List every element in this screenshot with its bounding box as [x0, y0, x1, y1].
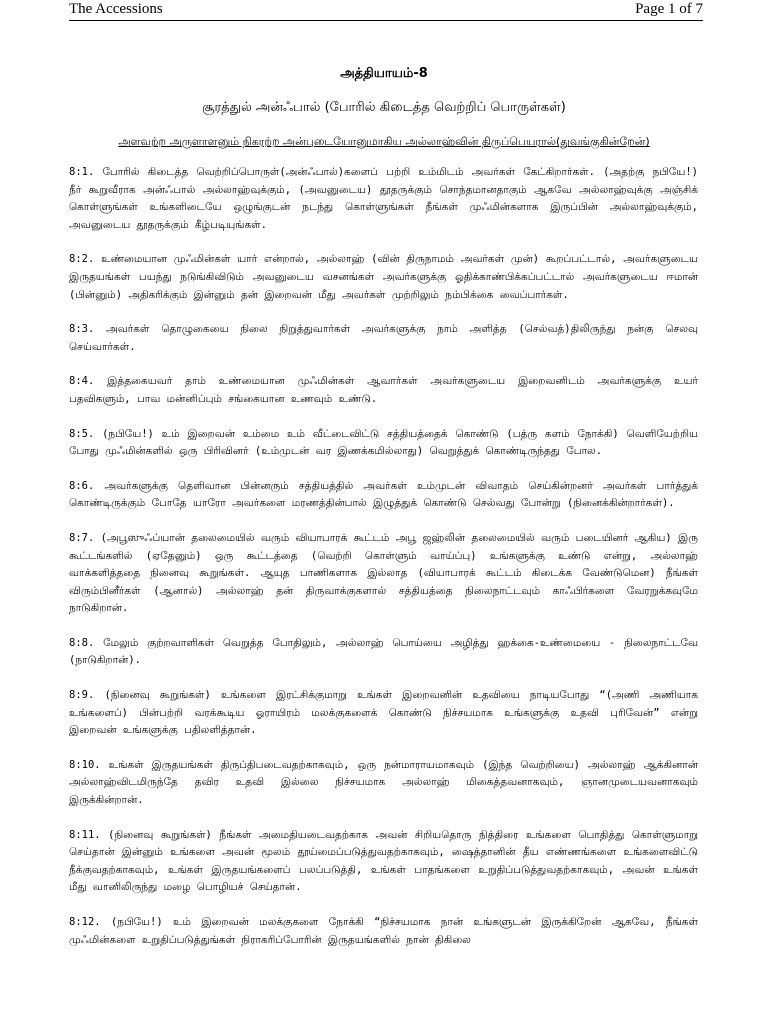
verse: 8:4. இத்தகையவர் தாம் உண்மையான முஃமின்கள் ஆவார்கள் அவர்களுடைய இறைவனிடம் அவர்களுக்கு உயர் பதவிகளும், பாவ மன்னிப்பும் சங்கையான உணவும் உண்டு. [69, 375, 698, 405]
verse-list [69, 164, 698, 966]
header-divider [69, 20, 703, 21]
verse: 8:8. மேலும் குற்றவாளிகள் வெறுத்த போதிலும், அல்லாஹ் பொய்யை அழித்து ஹக்கை-உண்மையை - நிலைநாட்டவே (நாடுகிறான்). [69, 636, 698, 667]
invocation-text: அளவற்ற அருளாளனும் நிகரற்ற அன்புடையோனுமாகிய அல்லாஹ்வின் திருப்பெயரால்(துவங்குகின்றேன்) [118, 135, 650, 148]
verse: 8:10. உங்கள் இருதயங்கள் திருப்திபடைவதற்காகவும், ஒரு நன்மாராயமாகவும் (இந்த வெற்றியை) அல்லாஹ் ஆக்கினான் அல்லாஹ்விடமிருந்தே தவிர உதவி இல்லை நிச்சயமாக அல்லாஹ் மிகைத்தவனாகவும், ஞானமுடையவனாகவும் இருக்கின்றான். [69, 758, 698, 807]
verse: 8:6. அவர்களுக்கு தெளிவான பின்னரும் சத்தியத்தில் அவர்கள் உம்முடன் விவாதம் செய்கின்றனர் அவர்கள் பார்த்துக் கொண்டிருக்கும் போதே யாரோ அவர்களை மரணத்தின்பால் இழுத்துக் கொண்டு செல்வது போன்று (நினைக்கின்றார்கள்). [69, 479, 698, 510]
verse: 8:11. (நினைவு கூறுங்கள்) நீங்கள் அமைதியடைவதற்காக அவன் சிறியதொரு நித்திரை உங்களை பொதித்து கொள்ளுமாறு செய்தான் இன்னும் உங்களை அவன் மூலம் தூய்மைப்படுத்துவதற்காகவும், ஷைத்தானின் தீய எண்ணங்களை உங்களைவிட்டு நீக்குவதற்காகவும், உங்கள் இருதயங்களைப் பலப்படுத்தி, உங்கள் பாதங்களை உறுதிப்படுத்துவதற்காகவும், அவன் உங்கள் மீது வானிலிருந்து மழை பொழியச் செய்தான். [69, 828, 698, 894]
verse: 8:12. (நபியே!) உம் இறைவன் மலக்குகளை நோக்கி “நிச்சயமாக நான் உங்களுடன் இருக்கிறேன் ஆகவே, நீங்கள் முஃமின்களை உறுதிப்படுத்துங்கள் நிராகரிப்போரின் இருதயங்களில் நான் திகிலை [69, 916, 698, 946]
header-title: The Accessions [69, 1, 163, 17]
verse: 8:7. (அபூஸுஃப்யான் தலைமையில் வரும் வியாபாரக் கூட்டம் அபூ ஜஹ்லின் தலைமையில் வரும் படையினர் ஆகிய) இரு கூட்டங்களில் (ஏதேனும்) ஒரு கூட்டத்தை (வெற்றி கொள்ளும் வாய்ப்பு) உங்களுக்கு உண்டு என்று, அல்லாஹ் வாக்களித்ததை நினைவு கூறுங்கள். ஆயுத பாணிகளாக இல்லாத (வியாபாரக் கூட்டம் கிடைக்க வேண்டுமென) நீங்கள் விரும்பினீர்கள் (ஆனால்) அல்லாஹ் தன் திருவாக்குகளால் சத்தியத்தை நிலைநாட்டவும் காஃபிர்களை வேரறுக்கவுமே நாடுகிறான். [69, 531, 698, 615]
verse: 8:3. அவர்கள் தொழுகையை நிலை நிறுத்துவார்கள் அவர்களுக்கு நாம் அளித்த (செல்வத்)திலிருந்து நன்கு செலவு செய்வார்கள். [69, 323, 698, 353]
surah-subtitle: சூரத்துல் அன்ஃபால் (போரில் கிடைத்த வெற்றிப் பொருள்கள்) [202, 100, 566, 115]
chapter-title: அத்தியாயம்-8 [340, 66, 428, 81]
verse: 8:1. போரில் கிடைத்த வெற்றிப்பொருள்(அன்ஃபால்)களைப் பற்றி உம்மிடம் அவர்கள் கேட்கிறார்கள். (அதற்கு நபியே!) நீர் கூறுவீராக அன்ஃபால் அல்லாஹ்வுக்கும், (அவனுடைய) தூதருக்கும் சொந்தமானதாகும் ஆகவே அல்லாஹ்வுக்கு அஞ்சிக் கொள்ளுங்கள் உங்களிடையே ஒழுங்குடன் நடந்து கொள்ளுங்கள் நீங்கள் முஃமின்களாக இருப்பின் அல்லாஹ்வுக்கும், அவனுடைய தூதருக்கும் கீழ்படியுங்கள். [69, 166, 698, 231]
invocation [0, 135, 768, 150]
verse: 8:9. (நினைவு கூறுங்கள்) உங்களை இரட்சிக்குமாறு உங்கள் இறைவனின் உதவியை நாடியபோது “(அணி அணியாக உங்களைப்) பின்பற்றி வரக்கூடிய ஓராயிரம் மலக்குகளைக் கொண்டு நிச்சயமாக உங்களுக்கு உதவி புரிவேன்” என்று இறைவன் உங்களுக்கு பதிலளித்தான். [69, 689, 698, 737]
verse: 8:5. (நபியே!) உம் இறைவன் உம்மை உம் வீட்டைவிட்டு சத்தியத்தைக் கொண்டு (பத்ரு களம் நோக்கி) வெளியேற்றிய போது முஃமின்களில் ஒரு பிரிவினர் (உம்முடன் வர இணக்கமில்லாது) வெறுத்துக் கொண்டிருந்தது போல. [69, 427, 698, 458]
page-number: Page 1 of 7 [635, 1, 703, 17]
verse: 8:2. உண்மையான முஃமின்கள் யார் என்றால், அல்லாஹ் (வின் திருநாமம் அவர்கள் முன்) கூறப்பட்டால், அவர்களுடைய இருதயங்கள் பயந்து நடுங்கிவிடும் அவனுடைய வசனங்கள் அவர்களுக்கு ஓதிக்காண்பிக்கப்பட்டால் அவர்களுடைய ஈமான் (பின்னும்) அதிகரிக்கும் இன்னும் தன் இறைவன் மீது அவர்கள் முற்றிலும் நம்பிக்கை வைப்பார்கள். [69, 253, 698, 301]
